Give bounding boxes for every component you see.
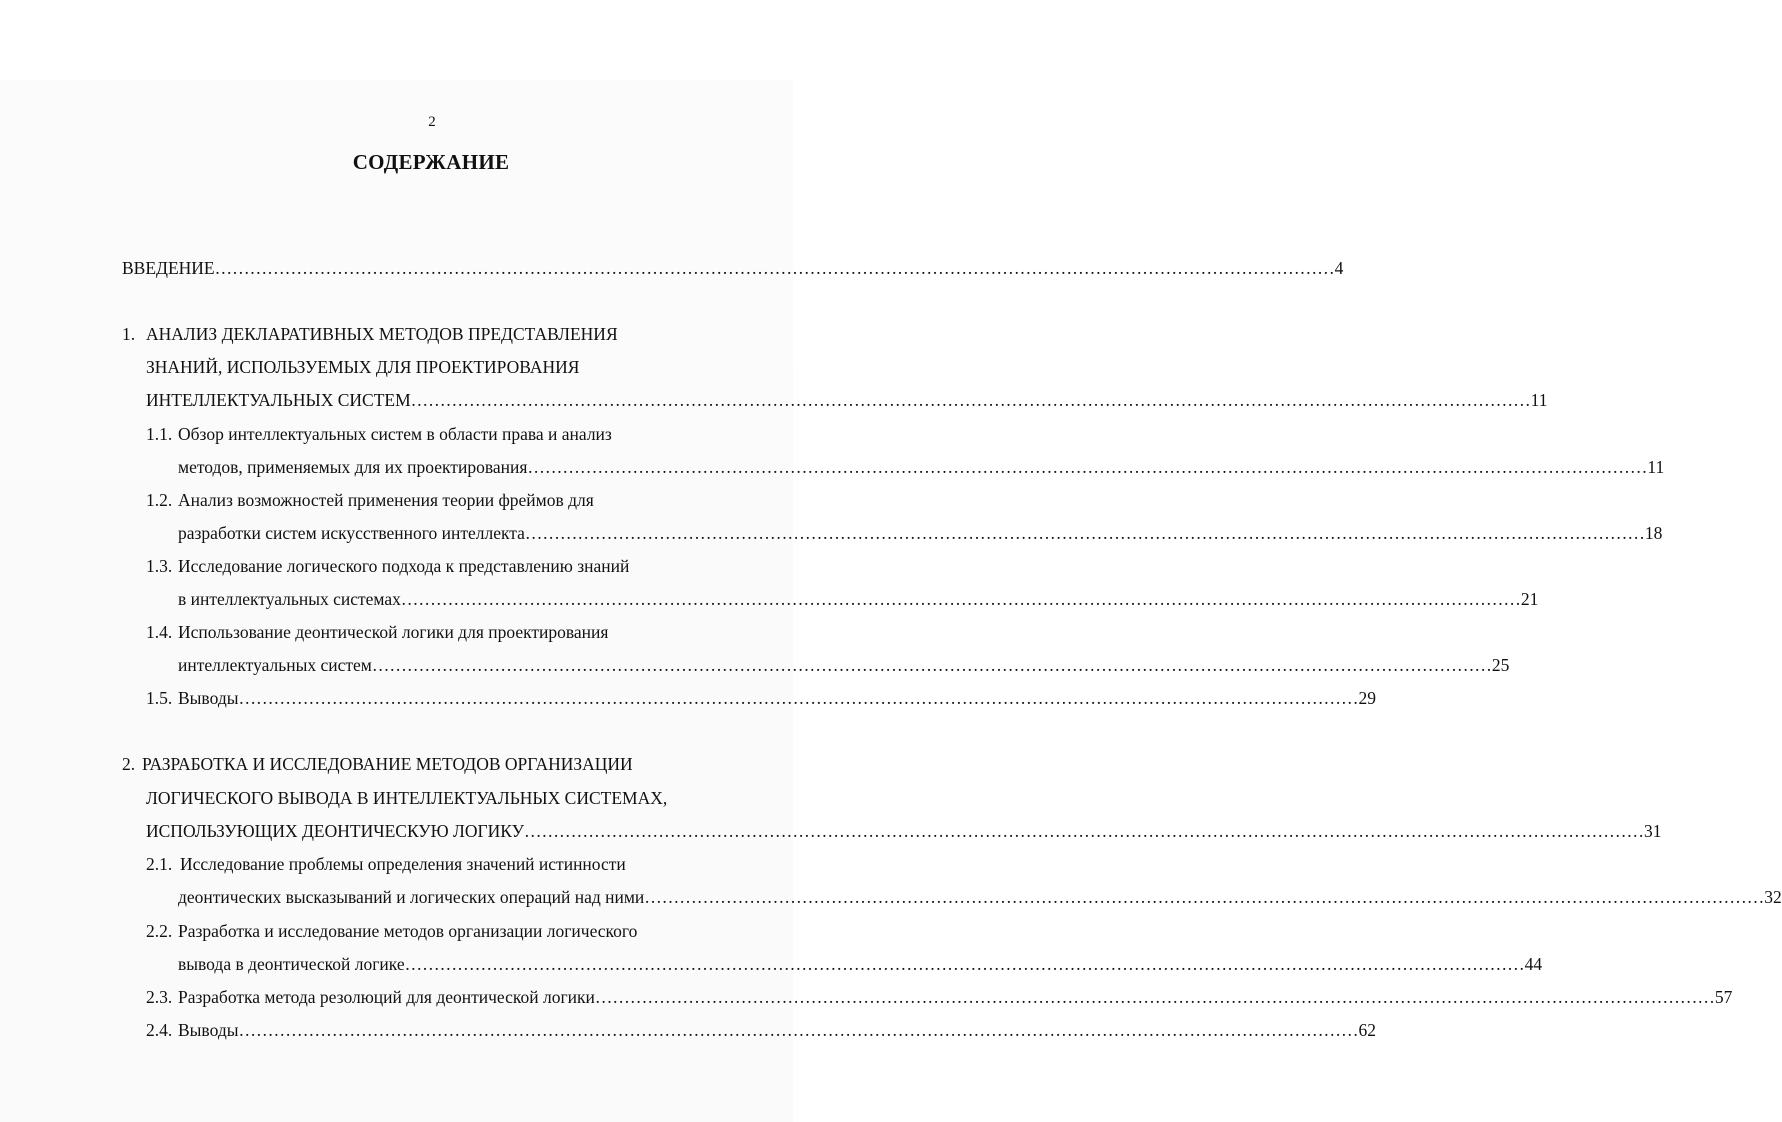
page-title: СОДЕРЖАНИЕ (352, 150, 510, 174)
toc-chapter-title-line[interactable]: ЛОГИЧЕСКОГО ВЫВОДА В ИНТЕЛЛЕКТУАЛЬНЫХ СИСТЕМАХ, (146, 788, 668, 808)
toc-section-title-line: в интеллектуальных системах (178, 589, 401, 609)
toc-entry-title: ВВЕДЕНИЕ (122, 258, 215, 278)
toc-section-title-line[interactable]: Обзор интеллектуальных систем в области права и анализ (178, 424, 612, 444)
toc-page-number: 57 (1714, 987, 1733, 1007)
toc-section-number: 1.4. (146, 622, 173, 642)
toc-section-title-line: Выводы (178, 1020, 239, 1040)
toc-entry-1-4[interactable] (178, 653, 1510, 677)
leader-dots: ………………………………………………………………………………………………………………………………………………………………………… (527, 457, 1648, 477)
toc-section-number: 2.1. (146, 854, 173, 874)
toc-chapter-number: 1. (122, 324, 136, 344)
toc-page-number: 11 (1647, 457, 1665, 477)
toc-entry-2-3[interactable] (178, 985, 1733, 1009)
toc-page-number: 31 (1644, 821, 1662, 841)
toc-section-title-line[interactable]: Исследование проблемы определения значений истинности (180, 854, 626, 874)
toc-section-title-line: деонтических высказываний и логических операций над ними (178, 887, 645, 907)
toc-section-title-line[interactable]: Использование деонтической логики для проектирования (178, 622, 609, 642)
toc-page-number: 4 (1334, 258, 1344, 278)
leader-dots: ………………………………………………………………………………………………………………………………………………………………………… (371, 655, 1492, 675)
leader-dots: ………………………………………………………………………………………………………………………………………………………………………… (238, 1020, 1359, 1040)
toc-page-number: 32 (1764, 887, 1782, 907)
leader-dots: ………………………………………………………………………………………………………………………………………………………………………… (404, 954, 1525, 974)
toc-section-number: 1.2. (146, 490, 173, 510)
toc-section-title-line: разработки систем искусственного интеллекта (178, 523, 525, 543)
toc-section-title-line: методов, применяемых для их проектирования (178, 457, 528, 477)
toc-section-number: 2.2. (146, 921, 173, 941)
toc-entry-1-1[interactable] (178, 455, 1665, 479)
toc-chapter-title-line: ИСПОЛЬЗУЮЩИХ ДЕОНТИЧЕСКУЮ ЛОГИКУ (146, 821, 524, 841)
toc-section-title-line[interactable]: Исследование логического подхода к представлению знаний (178, 556, 630, 576)
toc-chapter-title-line[interactable]: АНАЛИЗ ДЕКЛАРАТИВНЫХ МЕТОДОВ ПРЕДСТАВЛЕНИЯ (146, 324, 618, 344)
toc-section-number: 2.4. (146, 1020, 173, 1040)
page-number: 2 (428, 114, 436, 130)
toc-page-number: 11 (1530, 390, 1548, 410)
toc-entry-2-2[interactable] (178, 952, 1543, 976)
toc-section-number: 1.1. (146, 424, 173, 444)
toc-section-title-line[interactable]: Анализ возможностей применения теории фреймов для (178, 490, 594, 510)
toc-section-title-line: Разработка метода резолюций для деонтической логики (178, 987, 595, 1007)
leader-dots: ………………………………………………………………………………………………………………………………………………………………………… (410, 390, 1531, 410)
toc-entry-1-5[interactable] (178, 686, 1376, 710)
toc-section-number: 2.3. (146, 987, 173, 1007)
toc-page-number: 62 (1358, 1020, 1376, 1040)
toc-chapter-title-line[interactable]: ЗНАНИЙ, ИСПОЛЬЗУЕМЫХ ДЛЯ ПРОЕКТИРОВАНИЯ (146, 357, 580, 377)
toc-section-title-line: интеллектуальных систем (178, 655, 372, 675)
toc-chapter-number: 2. (122, 754, 136, 774)
leader-dots: ………………………………………………………………………………………………………………………………………………………………………… (214, 258, 1335, 278)
toc-entry-1-3[interactable] (178, 587, 1539, 611)
toc-entry-2-4[interactable] (178, 1018, 1376, 1042)
toc-section-title-line[interactable]: Разработка и исследование методов организации логического (178, 921, 638, 941)
toc-page-number: 44 (1524, 954, 1543, 974)
toc-section-title-line: вывода в деонтической логике (178, 954, 405, 974)
toc-page-number: 21 (1520, 589, 1539, 609)
toc-entry-1-2[interactable] (178, 521, 1663, 545)
toc-page-number: 18 (1644, 523, 1663, 543)
toc-entry-chapter-2[interactable] (146, 819, 1662, 843)
toc-entry-chapter-1[interactable] (146, 388, 1548, 412)
toc-section-number: 1.5. (146, 688, 173, 708)
leader-dots: ………………………………………………………………………………………………………………………………………………………………………… (400, 589, 1521, 609)
toc-page-number: 29 (1358, 688, 1376, 708)
leader-dots: ………………………………………………………………………………………………………………………………………………………………………… (238, 688, 1359, 708)
leader-dots: ………………………………………………………………………………………………………………………………………………………………………… (524, 523, 1645, 543)
toc-page-number: 25 (1491, 655, 1510, 675)
toc-entry-2-1[interactable] (178, 885, 1782, 909)
toc-section-title-line: Выводы (178, 688, 239, 708)
toc-entry-intro[interactable] (122, 256, 1344, 280)
toc-chapter-title-line[interactable]: РАЗРАБОТКА И ИССЛЕДОВАНИЕ МЕТОДОВ ОРГАНИЗАЦИИ (142, 754, 633, 774)
leader-dots: ………………………………………………………………………………………………………………………………………………………………………… (644, 887, 1765, 907)
leader-dots: ………………………………………………………………………………………………………………………………………………………………………… (594, 987, 1715, 1007)
toc-section-number: 1.3. (146, 556, 173, 576)
leader-dots: ………………………………………………………………………………………………………………………………………………………………………… (524, 821, 1644, 841)
toc-chapter-title-line: ИНТЕЛЛЕКТУАЛЬНЫХ СИСТЕМ (146, 390, 411, 410)
